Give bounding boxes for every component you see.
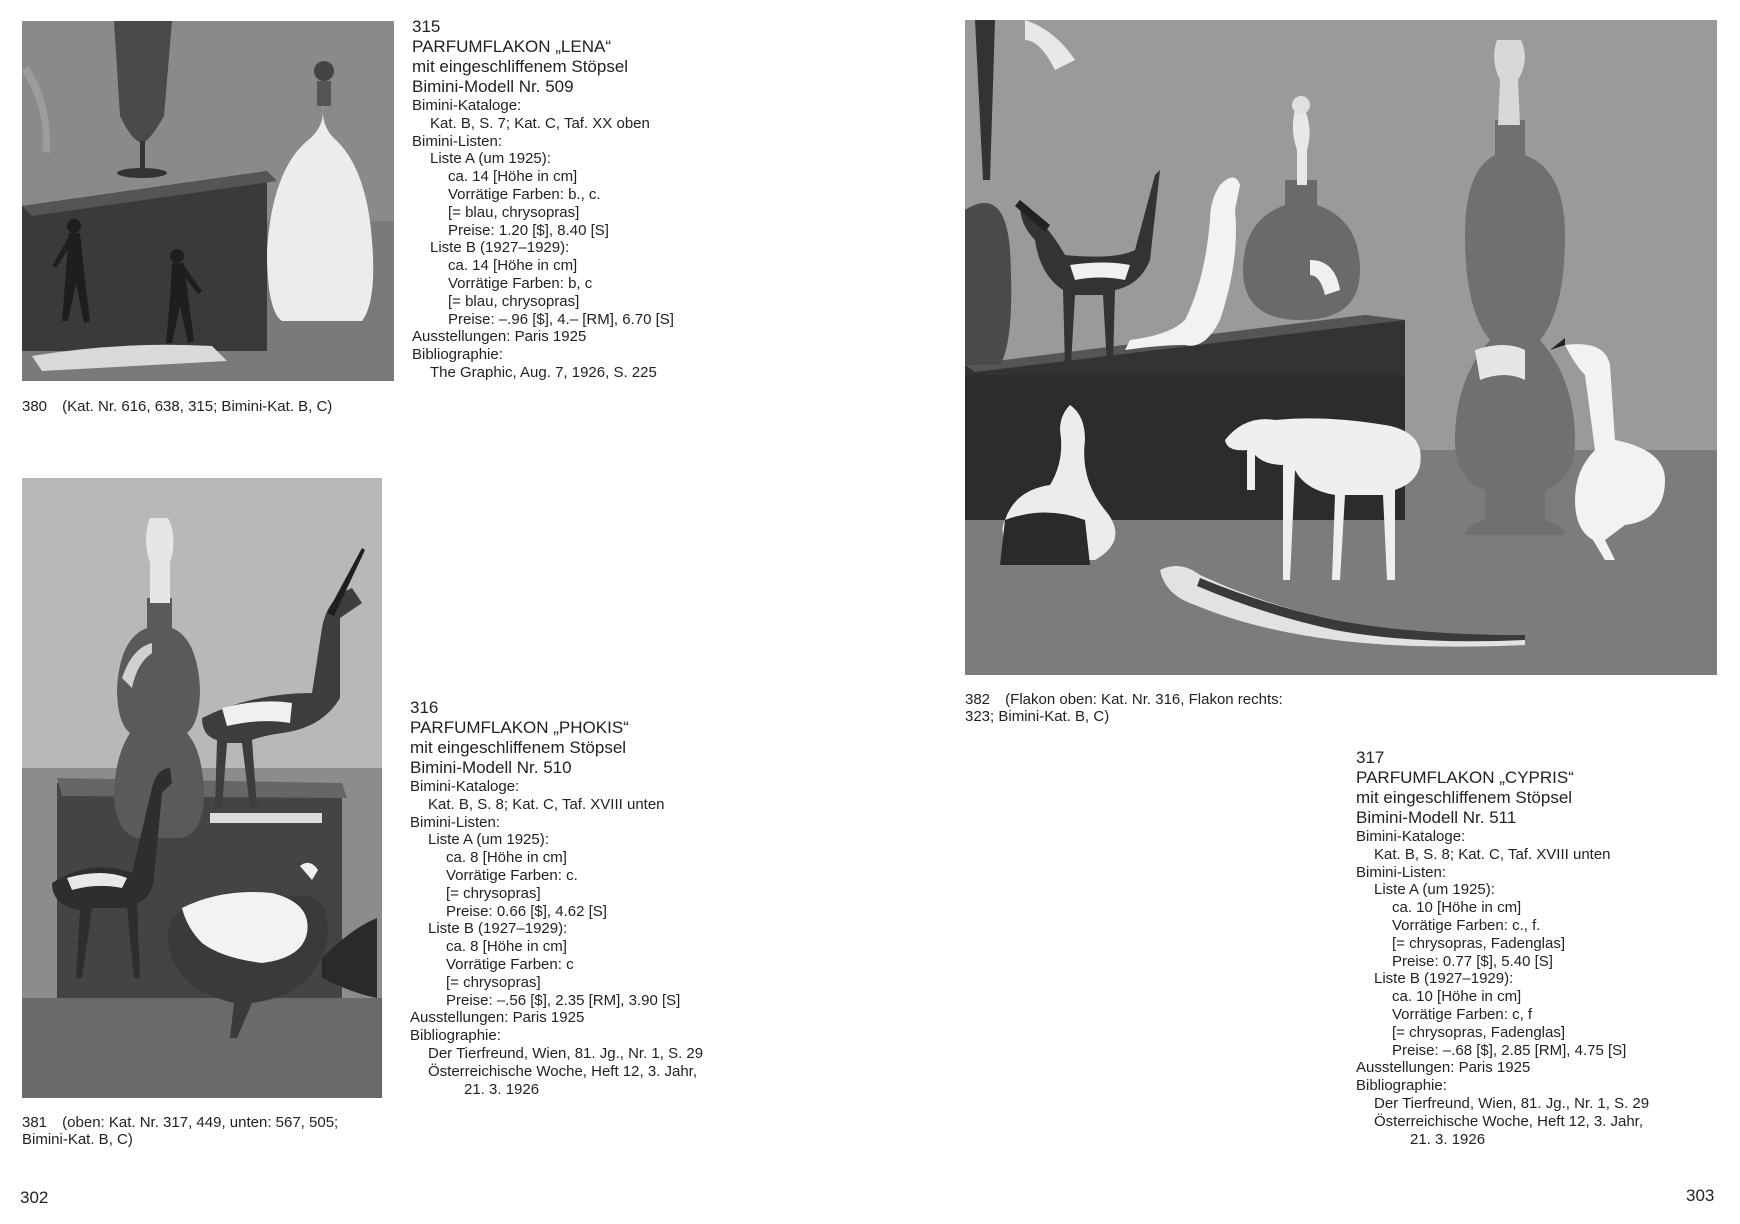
photo-381-glass-animals — [22, 478, 382, 1098]
entry-line: Preise: –.56 [$], 2.35 [RM], 3.90 [S] — [446, 991, 681, 1009]
entry-model: Bimini-Modell Nr. 511 — [1356, 808, 1517, 827]
entry-line: [= chrysopras, Fadenglas] — [1392, 1023, 1566, 1041]
entry-line: 21. 3. 1926 — [1410, 1130, 1486, 1148]
entry-line: ca. 10 [Höhe in cm] — [1392, 988, 1522, 1006]
entry-line: Liste B (1927–1929): — [428, 920, 568, 938]
entry-line: Bimini-Listen: — [1356, 863, 1447, 881]
entry-line: Bimini-Listen: — [410, 813, 501, 831]
entry-title: PARFUMFLAKON „LENA“ — [412, 37, 611, 56]
entry-number: 315 — [412, 17, 441, 36]
entry-line: Vorrätige Farben: c., f. — [1392, 916, 1541, 934]
entry-line: Liste A (um 1925): — [1374, 881, 1495, 899]
entry-line: Preise: 1.20 [$], 8.40 [S] — [448, 221, 609, 239]
entry-line: [= chrysopras] — [446, 884, 541, 902]
entry-line: 21. 3. 1926 — [464, 1080, 540, 1098]
caption-number: 380 — [22, 398, 48, 415]
caption-text: (oben: Kat. Nr. 317, 449, unten: 567, 505; Bimini-Kat. B, C) — [22, 1114, 339, 1148]
entry-line: [= chrysopras, Fadenglas] — [1392, 934, 1566, 952]
entry-line: Bimini-Kataloge: — [412, 97, 522, 114]
entry-line: ca. 8 [Höhe in cm] — [446, 938, 567, 956]
entry-line: [= blau, chrysopras] — [448, 203, 580, 221]
entry-line: ca. 14 [Höhe in cm] — [448, 168, 578, 186]
entry-line: Ausstellungen: Paris 1925 — [410, 1009, 585, 1027]
entry-line: Bibliographie: — [412, 346, 503, 364]
caption-number: 381 — [22, 1114, 48, 1131]
entry-line: Preise: –.68 [$], 2.85 [RM], 4.75 [S] — [1392, 1041, 1627, 1059]
entry-line: ca. 8 [Höhe in cm] — [446, 849, 567, 867]
entry-line: Preise: 0.66 [$], 4.62 [S] — [446, 902, 607, 920]
entry-line: Vorrätige Farben: c. — [446, 866, 578, 884]
entry-title: PARFUMFLAKON „CYPRIS“ — [1356, 768, 1574, 787]
photo-382-glass-animals — [965, 20, 1717, 675]
entry-title: PARFUMFLAKON „PHOKIS“ — [410, 718, 629, 737]
entry-line: [= chrysopras] — [446, 973, 541, 991]
catalog-entry-315 — [412, 17, 792, 382]
entry-subtitle: mit eingeschliffenem Stöpsel — [1356, 788, 1573, 807]
entry-line: Vorrätige Farben: c — [446, 955, 574, 973]
entry-model: Bimini-Modell Nr. 510 — [410, 758, 572, 777]
entry-line: Vorrätige Farben: b., c. — [448, 185, 601, 203]
entry-line: Ausstellungen: Paris 1925 — [1356, 1059, 1531, 1077]
entry-line: [= blau, chrysopras] — [448, 292, 580, 310]
entry-line: Bibliographie: — [410, 1027, 501, 1045]
entry-line: Ausstellungen: Paris 1925 — [412, 328, 587, 346]
photo-380-glass-figures — [22, 21, 394, 381]
entry-line: The Graphic, Aug. 7, 1926, S. 225 — [430, 363, 657, 381]
entry-line: Der Tierfreund, Wien, 81. Jg., Nr. 1, S. 29 — [1374, 1094, 1650, 1112]
caption-380 — [22, 398, 352, 415]
entry-line: Preise: 0.77 [$], 5.40 [S] — [1392, 952, 1553, 970]
entry-line: Kat. B, S. 8; Kat. C, Taf. XVIII unten — [1374, 845, 1611, 863]
page-number-left: 302 — [20, 1188, 49, 1207]
entry-number: 316 — [410, 698, 439, 717]
caption-382 — [965, 691, 1295, 725]
entry-line: Bimini-Kataloge: — [410, 778, 520, 795]
entry-model: Bimini-Modell Nr. 509 — [412, 77, 574, 96]
entry-number: 317 — [1356, 748, 1385, 767]
caption-381 — [22, 1114, 352, 1148]
entry-line: Vorrätige Farben: b, c — [448, 274, 593, 292]
entry-line: Preise: –.96 [$], 4.– [RM], 6.70 [S] — [448, 310, 674, 328]
entry-line: Liste B (1927–1929): — [1374, 970, 1514, 988]
caption-text: (Flakon oben: Kat. Nr. 316, Flakon rechts: 323; Bimini-Kat. B, C) — [965, 691, 1283, 725]
entry-line: Vorrätige Farben: c, f — [1392, 1005, 1533, 1023]
caption-number: 382 — [965, 691, 991, 708]
entry-line: Österreichische Woche, Heft 12, 3. Jahr, — [1374, 1112, 1644, 1130]
catalog-entry-316 — [410, 698, 790, 1098]
entry-line: Der Tierfreund, Wien, 81. Jg., Nr. 1, S. 29 — [428, 1044, 704, 1062]
entry-line: Kat. B, S. 7; Kat. C, Taf. XX oben — [430, 114, 650, 132]
entry-line: Österreichische Woche, Heft 12, 3. Jahr, — [428, 1062, 698, 1080]
catalog-entry-317 — [1356, 748, 1736, 1148]
entry-details — [412, 97, 792, 382]
entry-line: Liste B (1927–1929): — [430, 239, 570, 257]
entry-line: Liste A (um 1925): — [430, 150, 551, 168]
entry-line: Kat. B, S. 8; Kat. C, Taf. XVIII unten — [428, 795, 665, 813]
entry-line: ca. 10 [Höhe in cm] — [1392, 899, 1522, 917]
entry-line: ca. 14 [Höhe in cm] — [448, 257, 578, 275]
entry-subtitle: mit eingeschliffenem Stöpsel — [412, 57, 629, 76]
caption-text: (Kat. Nr. 616, 638, 315; Bimini-Kat. B, C) — [62, 398, 333, 415]
entry-details — [1356, 828, 1736, 1148]
entry-subtitle: mit eingeschliffenem Stöpsel — [410, 738, 627, 757]
entry-line: Bibliographie: — [1356, 1077, 1447, 1095]
entry-line: Liste A (um 1925): — [428, 831, 549, 849]
entry-line: Bimini-Listen: — [412, 132, 503, 150]
entry-line: Bimini-Kataloge: — [1356, 828, 1466, 845]
page-number-right: 303 — [1686, 1186, 1715, 1205]
entry-details — [410, 778, 790, 1098]
